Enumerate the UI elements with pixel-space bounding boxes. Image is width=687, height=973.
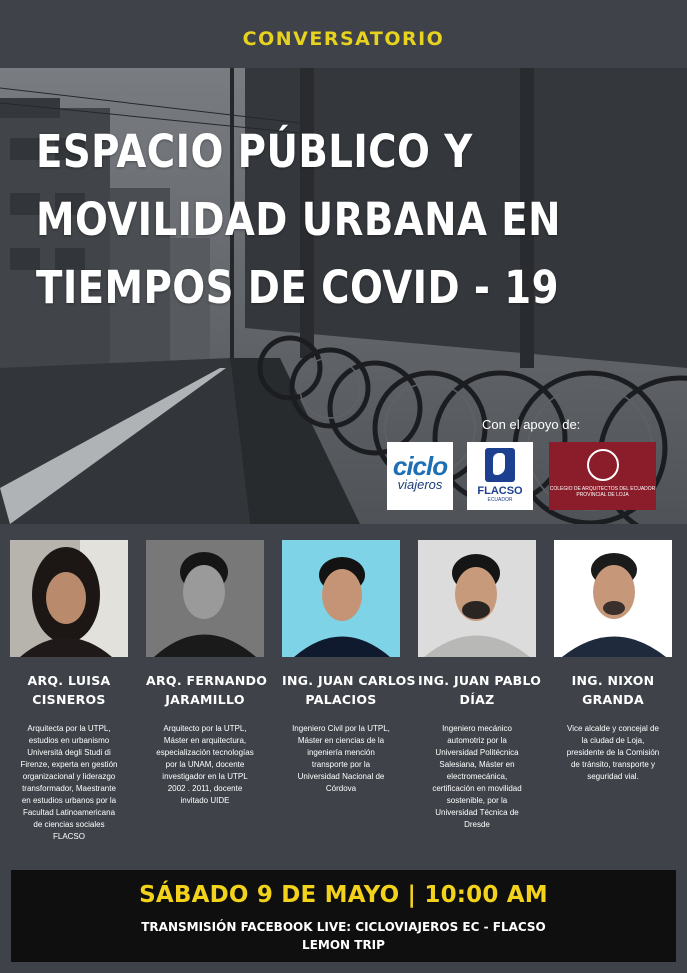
colegio-arquitectos-line2: PROVINCIAL DE LOJA <box>576 492 629 498</box>
cicloviajeros-logo-line1: ciclo <box>392 451 448 481</box>
speaker-bio-line: estudios en urbanismo <box>28 736 110 745</box>
speaker-bio-line: automotriz por la <box>447 736 507 745</box>
speaker-bio <box>142 723 268 807</box>
event-type-label: CONVERSATORIO <box>242 28 445 50</box>
event-date: SÁBADO 9 DE MAYO | 10:00 AM <box>139 882 548 908</box>
support-label: Con el apoyo de: <box>482 417 581 432</box>
speaker-bio-line: Vice alcalde y concejal de <box>567 724 659 733</box>
speaker-photo <box>10 540 128 657</box>
speaker-bio <box>278 723 404 795</box>
speaker-bio-line: Ingeniero mecánico <box>442 724 512 733</box>
speaker-bio-line: seguridad vial. <box>587 772 639 781</box>
title-line: ESPACIO PÚBLICO Y <box>36 125 473 178</box>
speaker-bio-line: transformador, Maestrante <box>22 784 116 793</box>
speaker-bio-line: Universidad Técnica de <box>435 808 519 817</box>
speaker-photo <box>418 540 536 657</box>
speaker-bio-line: 2002 . 2011, docente <box>167 784 243 793</box>
speaker-bio-line: de ciencias sociales <box>33 820 105 829</box>
speaker-bio-line: Università degli Studi di <box>27 748 111 757</box>
speaker-bio <box>414 723 540 831</box>
flacso-logo-name: FLACSO <box>477 485 523 497</box>
speaker-bio-line: FLACSO <box>52 832 85 841</box>
speaker-name-line: GRANDA <box>582 692 644 707</box>
speaker-bio-line: Arquitecta por la UTPL, <box>27 724 111 733</box>
speaker-bio-line: por la UNAM, docente <box>165 760 245 769</box>
speaker-bio-line: Máster en arquitectura, <box>163 736 247 745</box>
architects-emblem-icon <box>587 449 619 481</box>
speaker-name <box>554 671 672 709</box>
event-broadcast-info: TRANSMISIÓN FACEBOOK LIVE: CICLOVIAJEROS EC - FLACSO <box>141 920 546 934</box>
speaker-bio-line: Firenze, experta en gestión <box>20 760 118 769</box>
speaker-bio-line: Universidad Politécnica <box>435 748 519 757</box>
speaker-photo <box>146 540 264 657</box>
speaker-bio-line: Salesiana, Máster en <box>439 760 515 769</box>
speaker-bio-line: organizacional y liderazgo <box>22 772 116 781</box>
speaker-bio-line: ingeniería mención <box>307 748 375 757</box>
speaker-card <box>418 540 542 831</box>
speaker-name-line: ING. NIXON <box>571 673 655 688</box>
speaker-card <box>282 540 416 795</box>
event-title <box>36 118 578 322</box>
flacso-logo <box>467 442 533 510</box>
speaker-bio-line: investigador en la UTPL <box>162 772 248 781</box>
speaker-bio-line: de tránsito, transporte y <box>570 760 656 769</box>
title-line: TIEMPOS DE COVID - 19 <box>36 261 560 314</box>
speaker-name-line: ARQ. LUISA <box>27 673 111 688</box>
speaker-name-line: ARQ. FERNANDO <box>146 673 268 688</box>
speaker-bio-line: Córdova <box>325 784 357 793</box>
speaker-name <box>418 671 542 709</box>
speaker-name-line: JARAMILLO <box>165 692 245 707</box>
speaker-name-line: CISNEROS <box>32 692 106 707</box>
speaker-bio-line: Ingeniero Civil por la UTPL, <box>292 724 390 733</box>
speaker-bio-line: en estudios urbanos por la <box>21 796 117 805</box>
speaker-bio-line: Máster en ciencias de la <box>297 736 385 745</box>
speaker-name <box>282 671 416 709</box>
speaker-bio-line: transporte por la <box>311 760 371 769</box>
speaker-bio-line: Arquitecto por la UTPL, <box>163 724 247 733</box>
speaker-bio-line: sostenible, por la <box>446 796 508 805</box>
event-organizer: LEMON TRIP <box>302 938 385 952</box>
cicloviajeros-logo <box>387 442 453 510</box>
speaker-bio-line: Facultad Latinoamericana <box>22 808 116 817</box>
speaker-bio-line: invitado UIDE <box>180 796 230 805</box>
speaker-bio-line: Universidad Nacional de <box>297 772 385 781</box>
speaker-name-line: ING. JUAN PABLO <box>418 673 542 688</box>
speaker-photo <box>282 540 400 657</box>
cicloviajeros-logo-line2: viajeros <box>397 477 443 492</box>
colegio-arquitectos-line1: COLEGIO DE ARQUITECTOS DEL ECUADOR <box>549 486 656 492</box>
speaker-card <box>146 540 268 807</box>
title-line: MOVILIDAD URBANA EN <box>36 193 561 246</box>
speaker-card <box>554 540 672 783</box>
speaker-name <box>10 671 128 709</box>
speaker-bio <box>6 723 132 843</box>
speaker-name-line: DÍAZ <box>459 692 495 707</box>
speaker-bio-line: especialización tecnologías <box>156 748 254 757</box>
speaker-name-line: ING. JUAN CARLOS <box>282 673 416 688</box>
hero-banner <box>0 68 687 524</box>
colegio-arquitectos-logo <box>549 442 656 510</box>
speaker-photo <box>554 540 672 657</box>
speaker-bio-line: presidente de la Comisión <box>566 748 660 757</box>
speaker-name <box>146 671 268 709</box>
flacso-logo-country: ECUADOR <box>487 497 513 503</box>
event-details-bar <box>11 870 676 962</box>
speaker-bio-line: certificación en movilidad <box>432 784 522 793</box>
speaker-name-line: PALACIOS <box>305 692 377 707</box>
latin-america-map-icon <box>485 448 515 482</box>
speaker-bio-line: Dresde <box>464 820 490 829</box>
speaker-bio-line: electromecánica, <box>446 772 508 781</box>
speaker-bio <box>550 723 676 783</box>
speaker-bio-line: la ciudad de Loja, <box>581 736 645 745</box>
speaker-card <box>10 540 128 843</box>
